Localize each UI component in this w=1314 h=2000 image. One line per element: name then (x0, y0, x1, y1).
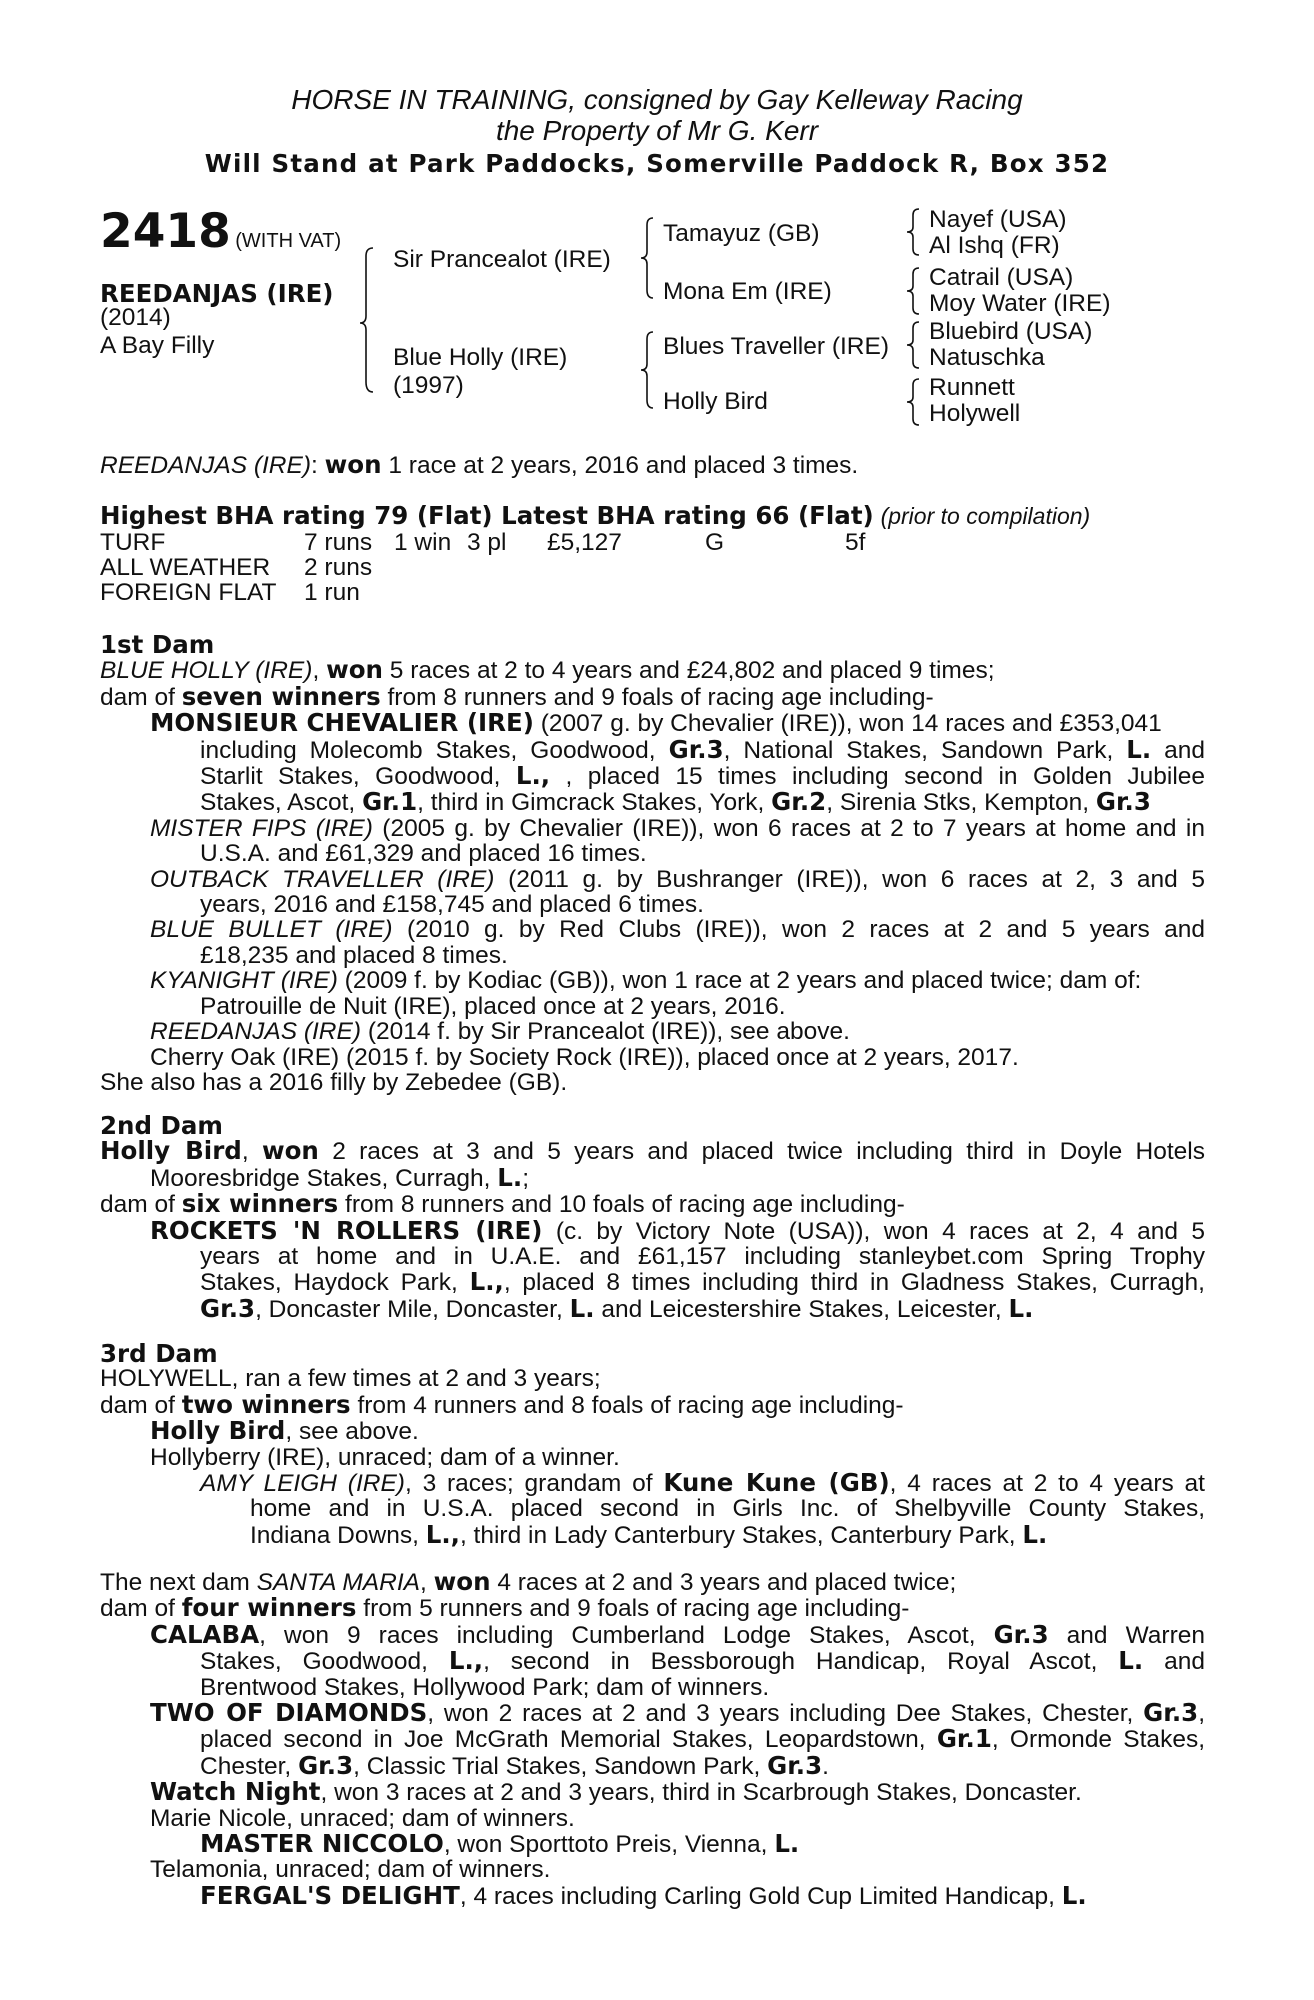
pedigree-dam-dam: Holly Bird (663, 388, 768, 415)
progeny-mister-fips: MISTER FIPS (IRE) (150, 814, 373, 842)
progeny-outback-traveller: OUTBACK TRAVELLER (IRE) (150, 865, 495, 893)
pedigree-bracket-dam (641, 330, 661, 412)
second-dam-heading: 2nd Dam (100, 1111, 223, 1140)
header-title: HORSE IN TRAINING, consigned by Gay Kelleway Racing (291, 84, 1023, 115)
progeny-reedanjas: REEDANJAS (IRE) (150, 1018, 362, 1046)
ggp-7: Runnett (929, 374, 1015, 401)
progeny-calaba: CALABA (150, 1619, 260, 1649)
second-dam-section: 2nd Dam Holly Bird, won 2 races at 3 and 5 years and placed twice including third in Doyle Hotels Mooresbridge Stakes, Curragh, L.; dam of six winners from 8 runners and 10 foals of racing age including- ROCKETS 'N ROLLERS (IRE) (c. by Victory Note (USA)), won 4 races at 2, 4 and 5 years at home and in U.A.E. and £61,157 including stanleybet.com Spring Trophy Stakes, Haydock Park, L.,, placed 8 times including third in Gladness Stakes, Curragh, Gr.3, Doncaster Mile, Doncaster, L. and Leicestershire Stakes, Leicester, L. (100, 1111, 1206, 1323)
ggp-6: Natuschka (929, 344, 1045, 371)
progeny-monsieur-chevalier: MONSIEUR CHEVALIER (IRE) (150, 708, 534, 738)
ggp-8: Holywell (929, 400, 1021, 427)
ggp-4: Moy Water (IRE) (929, 290, 1111, 317)
ggp-bracket-3 (907, 320, 927, 372)
vat-note: (WITH VAT) (235, 230, 342, 252)
first-dam-heading: 1st Dam (100, 630, 215, 659)
ggp-bracket-4 (907, 377, 927, 429)
third-dam-heading: 3rd Dam (100, 1339, 218, 1368)
pedigree-sire-dam: Mona Em (IRE) (663, 278, 832, 305)
progeny-telamonia: Telamonia, unraced; dam of winners. (150, 1856, 551, 1884)
ggp-2: Al Ishq (FR) (929, 232, 1060, 259)
lot-number: 2418 (100, 204, 231, 259)
horse-name: REEDANJAS (IRE) (100, 279, 334, 308)
race-record: REEDANJAS (IRE): won 1 race at 2 years, 2016 and placed 3 times. (100, 450, 859, 479)
progeny-amy-leigh: AMY LEIGH (IRE) (200, 1470, 405, 1498)
progeny-marie-nicole: Marie Nicole, unraced; dam of winners. (150, 1804, 575, 1832)
ggp-5: Bluebird (USA) (929, 318, 1093, 345)
ggp-3: Catrail (USA) (929, 264, 1074, 291)
progeny-two-of-diamonds: TWO OF DIAMONDS (150, 1698, 428, 1728)
pedigree-bracket-sire (641, 216, 661, 302)
bha-ratings: Highest BHA rating 79 (Flat) Latest BHA rating 66 (Flat) (prior to compilation) (100, 501, 1091, 530)
race-record-name: REEDANJAS (IRE) (100, 452, 312, 479)
pedigree-dam-sire: Blues Traveller (IRE) (663, 333, 890, 360)
progeny-hollyberry: Hollyberry (IRE), unraced; dam of a winner. (150, 1443, 620, 1471)
third-dam-section: 3rd Dam HOLYWELL, ran a few times at 2 and 3 years; dam of two winners from 4 runners and 8 foals of racing age including- Holly Bird, see above. Hollyberry (IRE), unraced; dam of a winner. AMY LEIGH (IRE), 3 races; grandam of Kune Kune (GB), 4 races at 2 to 4 years at home and in U.S.A. placed second in Girls Inc. of Shelbyville County Stakes, Indiana Downs, L.,, third in Lady Canterbury Stakes, Canterbury Park, L. (100, 1339, 1205, 1549)
progeny-kyanight: KYANIGHT (IRE) (150, 967, 338, 995)
progeny-master-niccolo: MASTER NICCOLO (200, 1829, 444, 1859)
horse-year: (2014) (100, 304, 171, 331)
progeny-watch-night: Watch Night (150, 1777, 321, 1807)
ggp-1: Nayef (USA) (929, 206, 1067, 233)
first-dam-section: 1st Dam BLUE HOLLY (IRE), won 5 races at 2 to 4 years and £24,802 and placed 9 times; dam of seven winners from 8 runners and 9 foals of racing age including- MONSIEUR CHEVALIER (IRE) (2007 g. by Chevalier (IRE)), won 14 races and £353,041 including Molecomb Stakes, Goodwood, Gr.3, National Stakes, Sandown Park, L. and Starlit Stakes, Goodwood, L., , placed 15 times including second in Golden Jubilee Stakes, Ascot, Gr.1, third in Gimcrack Stakes, York, Gr.2, Sirenia Stks, Kempton, Gr.3 MISTER FIPS (IRE) (2005 g. by Chevalier (IRE)), won 6 races at 2 to 7 years at home and in U.S.A. and £61,329 and placed 16 times. OUTBACK TRAVELLER (IRE) (2011 g. by Bushranger (IRE)), won 6 races at 2, 3 and 5 years, 2016 and £158,745 and placed 6 times. BLUE BULLET (IRE) (2010 g. by Red Clubs (IRE)), won 2 races at 2 and 5 years and £18,235 and placed 8 times. KYANIGHT (IRE) (2009 f. by Kodiac (GB)), won 1 race at 2 years and placed twice; dam of: Patrouille de Nuit (IRE), placed once at 2 years, 2016. REEDANJAS (IRE) (2014 f. by Sir Prancealot (IRE)), see above. Cherry Oak (IRE) (2015 f. by Society Rock (IRE)), placed once at 2 years, 2017. She also has a 2016 filly by Zebedee (GB). (100, 630, 1206, 1096)
pedigree-sire-sire: Tamayuz (GB) (663, 220, 820, 247)
pedigree-sire: Sir Prancealot (IRE) (393, 246, 611, 273)
lot-block (100, 204, 342, 268)
horse-description: A Bay Filly (100, 332, 215, 359)
progeny-blue-bullet: BLUE BULLET (IRE) (150, 916, 393, 944)
header-owner: the Property of Mr G. Kerr (495, 115, 819, 146)
progeny-holly-bird: Holly Bird (150, 1416, 286, 1446)
progeny-fergals-delight: FERGAL'S DELIGHT (200, 1880, 460, 1910)
next-dam-section: The next dam SANTA MARIA, won 4 races at 2 and 3 years and placed twice; dam of four winners from 5 runners and 9 foals of racing age including- CALABA, won 9 races including Cumberland Lodge Stakes, Ascot, Gr.3 and Warren Stakes, Goodwood, L.,, second in Bessborough Handicap, Royal Ascot, L. and Brentwood Stakes, Hollywood Park; dam of winners. TWO OF DIAMONDS, won 2 races at 2 and 3 years including Dee Stakes, Chester, Gr.3, placed second in Joe McGrath Memorial Stakes, Leopardstown, Gr.1, Ormonde Stakes, Chester, Gr.3, Classic Trial Stakes, Sandown Park, Gr.3. Watch Night, won 3 races at 2 and 3 years, third in Scarbrough Stakes, Doncaster. Marie Nicole, unraced; dam of winners. MASTER NICCOLO, won Sporttoto Preis, Vienna, L. Telamonia, unraced; dam of winners. FERGAL'S DELIGHT, 4 races including Carling Gold Cup Limited Handicap, L. (100, 1567, 1206, 1910)
progeny-cherry-oak: Cherry Oak (IRE) (2015 f. by Society Rock (IRE)), placed once at 2 years, 2017. (150, 1043, 1019, 1071)
progeny-rockets-n-rollers: ROCKETS 'N ROLLERS (IRE) (150, 1215, 543, 1245)
pedigree-bracket-main (360, 246, 390, 396)
pedigree-dam-year: (1997) (393, 372, 464, 399)
header-location: Will Stand at Park Paddocks, Somerville Paddock R, Box 352 (204, 149, 1110, 178)
pedigree-dam: Blue Holly (IRE) (393, 344, 568, 371)
ggp-bracket-2 (907, 266, 927, 318)
ggp-bracket-1 (907, 207, 927, 259)
